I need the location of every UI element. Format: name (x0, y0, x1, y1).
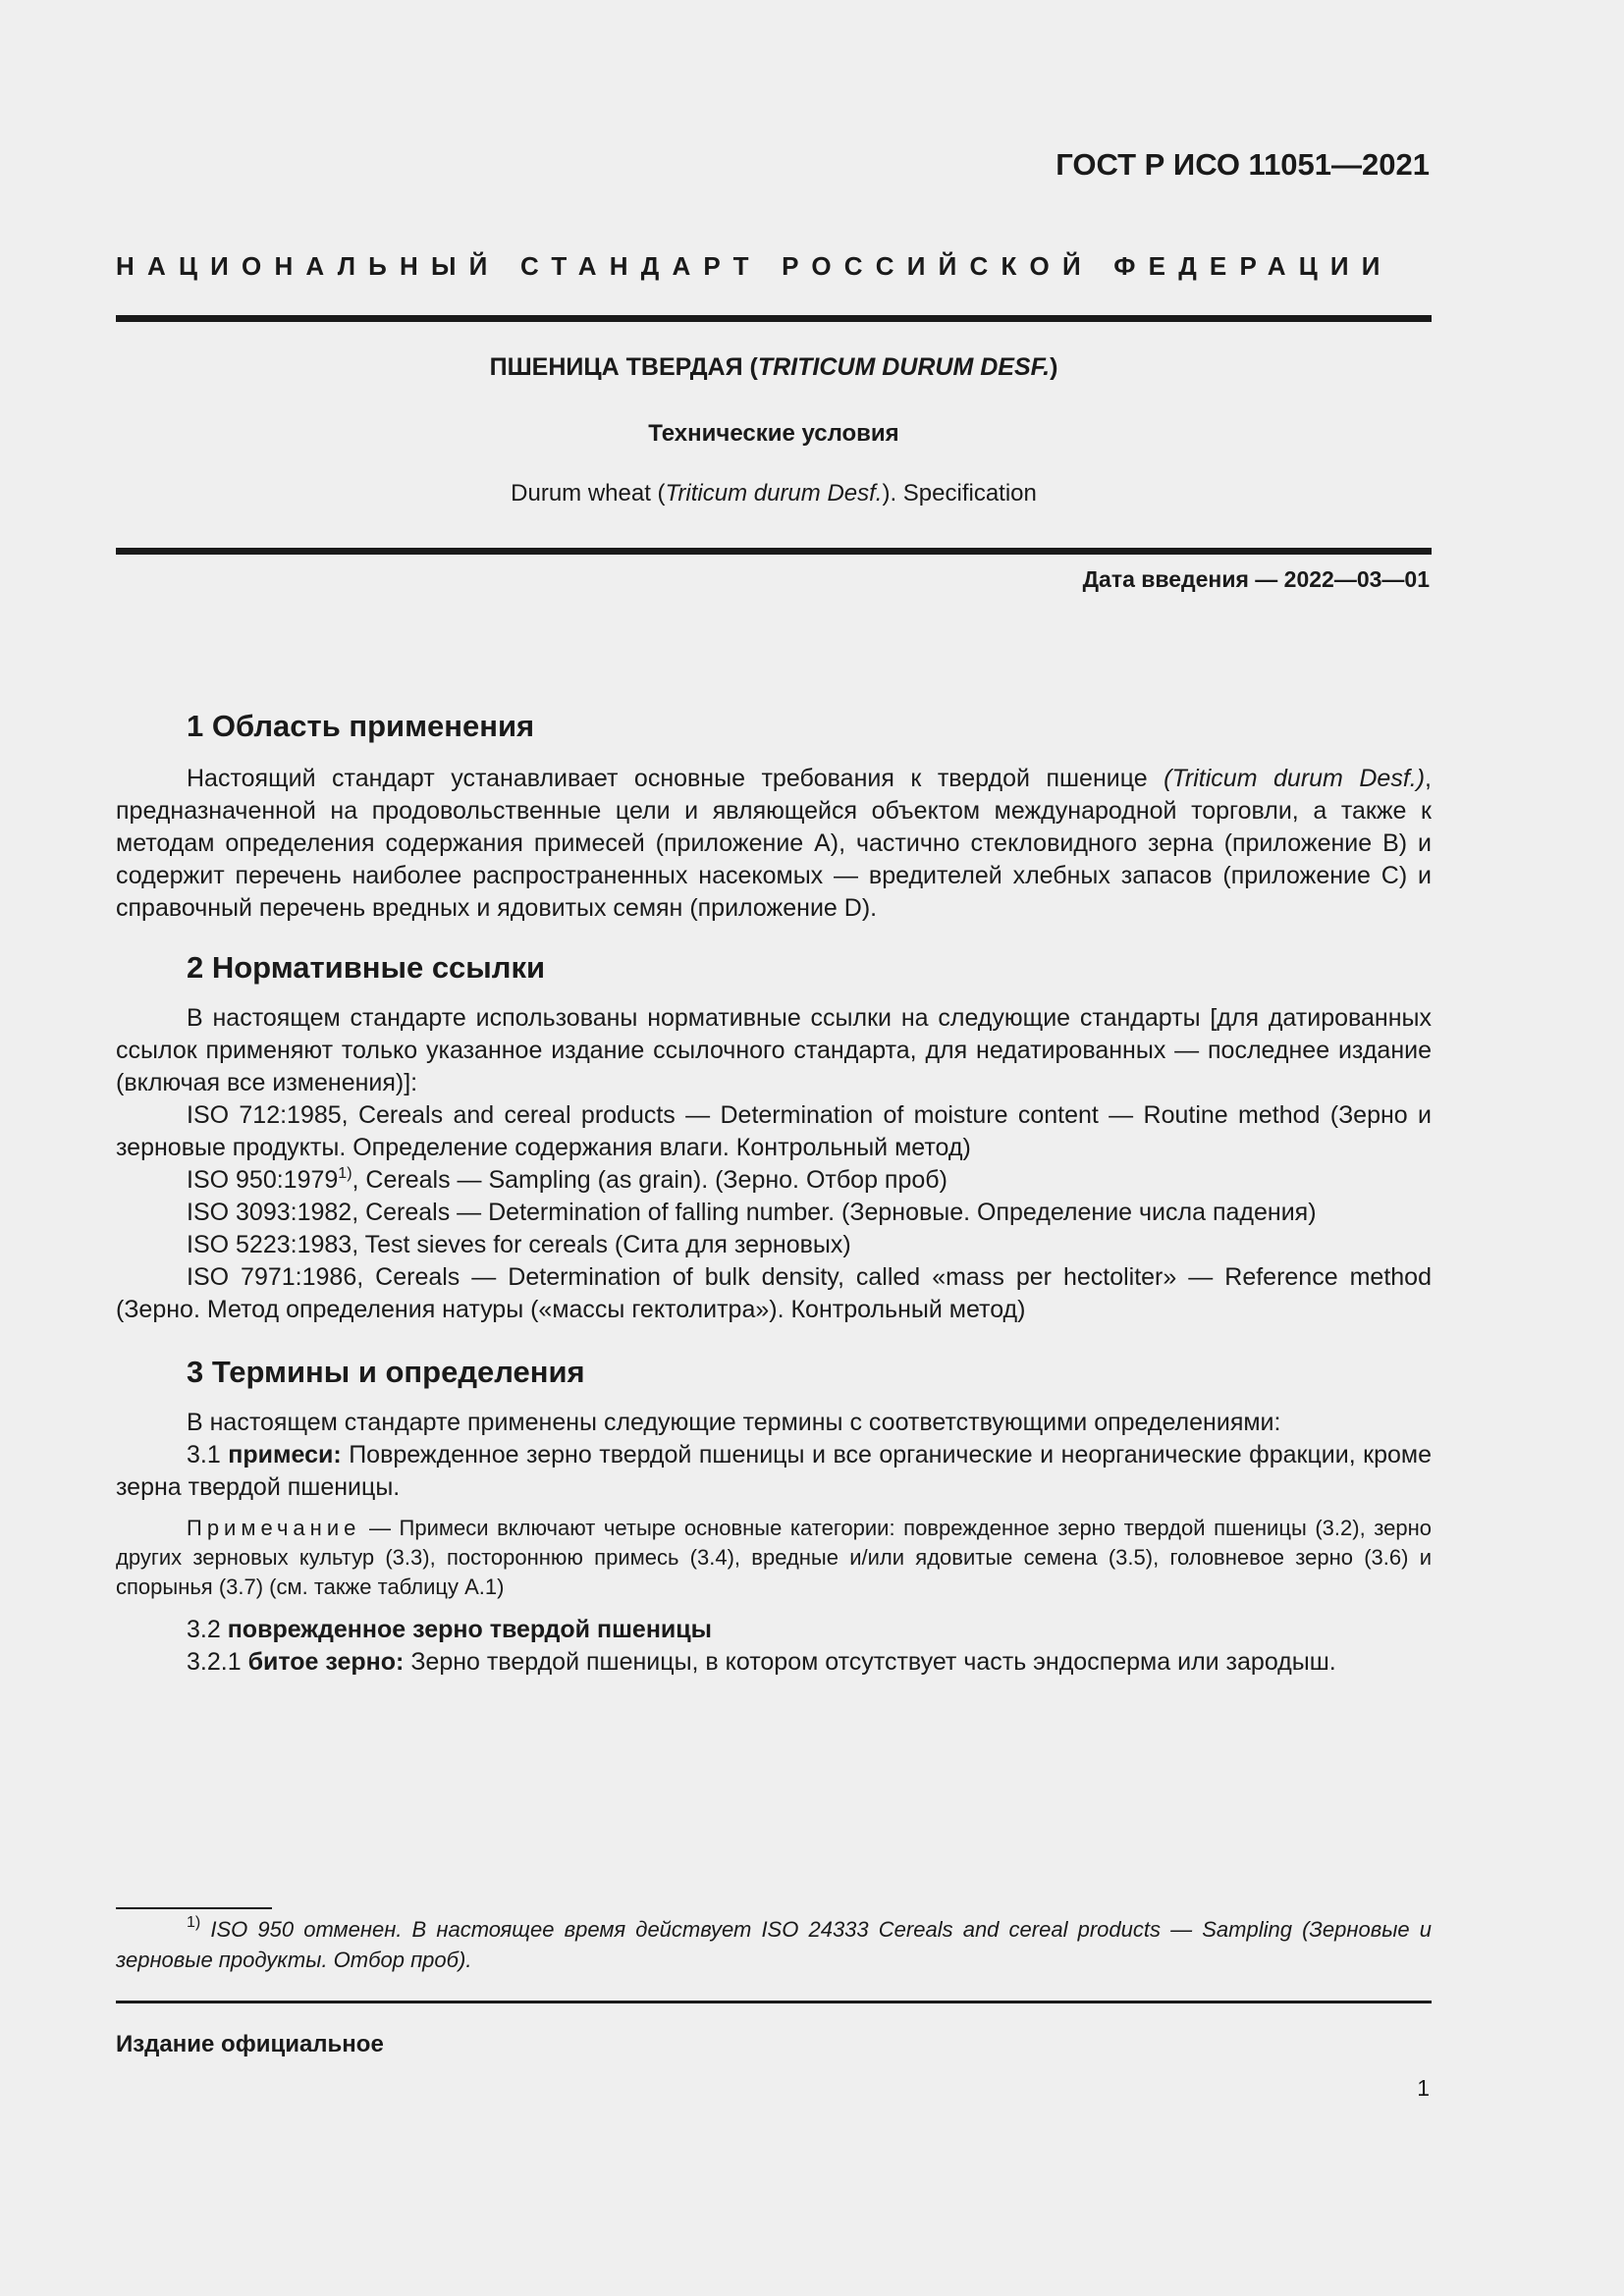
document-code: ГОСТ Р ИСО 11051—2021 (1056, 147, 1430, 182)
footnote-marker: 1) (338, 1165, 352, 1182)
reference-item: ISO 5223:1983, Test sieves for cereals (Сита для зерновых) (187, 1231, 851, 1258)
footer-rule (116, 2001, 1432, 2003)
term-3-2-1: 3.2.1 битое зерно: Зерно твердой пшеницы, в котором отсутствует часть эндосперма или зародыш. (187, 1648, 1336, 1676)
section-heading: 3 Термины и определения (187, 1355, 585, 1389)
section-terms (116, 1353, 1432, 1679)
scope-paragraph: Настоящий стандарт устанавливает основные требования к твердой пшенице (Triticum durum Desf.), предназначенной на продовольственные цели и являющейся объектом международной торговли, а также к методам определения содержания примесей (приложение A), частично стекловидного зерна (приложение B) и содержит перечень наиболее распространенных насекомых — вредителей хлебных запасов (приложение C) и справочный перечень вредных и ядовитых семян (приложение D). (116, 765, 1432, 922)
document-body (116, 707, 1432, 1679)
footnote-mark: 1) (187, 1914, 201, 1931)
references-intro: В настоящем стандарте использованы нормативные ссылки на следующие стандарты [для датированных ссылок применяют только указанное издание ссылочного стандарта, для недатированных — последнее издание (включая все изменения)]: (116, 1004, 1432, 1096)
note-label: Примечание (187, 1516, 361, 1540)
title-rule (116, 548, 1432, 555)
term-3-2: 3.2 поврежденное зерно твердой пшеницы (187, 1616, 713, 1643)
introduction-date: Дата введения — 2022—03—01 (1082, 566, 1430, 592)
section-heading: 1 Область применения (187, 709, 535, 743)
footnote: $^{1)}$ ISO 950 отменен. В настоящее время действует ISO 24333 Cereals and cereal products — Sampling (Зерновые и зерновые продукты. Отбор проб). (116, 1914, 1432, 1972)
standard-title-ru: ПШЕНИЦА ТВЕРДАЯ (TRITICUM DURUM DESF.) (489, 353, 1058, 381)
term-3-1: 3.1 примеси: Поврежденное зерно твердой пшеницы и все органические и неорганические фракции, кроме зерна твердой пшеницы. (116, 1441, 1433, 1501)
official-edition-label: Издание официальное (116, 2031, 384, 2057)
section-heading: 2 Нормативные ссылки (187, 950, 546, 985)
page-number: 1 (1417, 2075, 1430, 2101)
footnote-rule (116, 1907, 272, 1909)
standard-subtitle-ru: Технические условия (648, 420, 899, 447)
reference-item: ISO 712:1985, Cereals and cereal products — Determination of moisture content — Routine method (Зерно и зерновые продукты. Определение содержания влаги. Контрольный метод) (116, 1101, 1432, 1161)
reference-item: ISO 3093:1982, Cereals — Determination of falling number. (Зерновые. Определение числа падения) (187, 1199, 1317, 1226)
reference-item: ISO 950:1979$^{1)}$, Cereals — Sampling (as grain). (Зерно. Отбор проб) (187, 1165, 947, 1194)
national-standard-banner: НАЦИОНАЛЬНЫЙ СТАНДАРТ РОССИЙСКОЙ ФЕДЕРАЦИИ (116, 251, 1393, 281)
standard-title-en: Durum wheat (Triticum durum Desf.). Specification (511, 480, 1037, 507)
header-rule (116, 315, 1432, 322)
section-normative-references (116, 948, 1432, 1326)
note: Примечание — Примеси включают четыре основные категории: поврежденное зерно твердой пшеницы (3.2), зерно других зерновых культур (3.3), постороннюю примесь (3.4), вредные и/или ядовитые семена (3.5), головневое зерно (3.6) и спорынья (3.7) (см. также таблицу А.1) (116, 1516, 1432, 1599)
section-scope (116, 707, 1432, 925)
terms-intro: В настоящем стандарте применены следующие термины с соответствующими определениями: (187, 1409, 1281, 1436)
reference-item: ISO 7971:1986, Cereals — Determination of bulk density, called «mass per hectoliter» — Reference method (Зерно. Метод определения натуры («массы гектолитра»). Контрольный метод) (116, 1263, 1432, 1323)
